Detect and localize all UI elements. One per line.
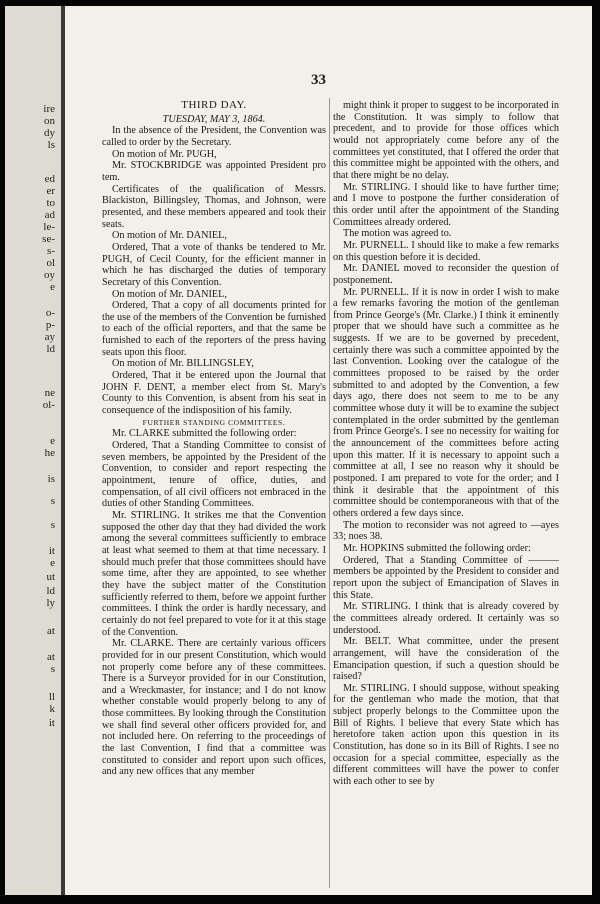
previous-page-fragment: ire [43, 103, 55, 115]
left-column-paragraph: Mr. CLARKE. There are certainly various officers provided for in our present Constitution, which would not properly come before any of these committees. There is a Surveyor provided for in our Constitution, and a Wreckmaster, for instance; and I do not know whether constable would properly belong to any of those committees. By looking through the Constitution we shall find several other officers provided for, and not included here. On referring to the proceedings of the last Convention, I find that a committee was constituted to consider and report upon such offices, and any new offices that any member [102, 638, 326, 778]
page-number: 33 [311, 72, 326, 88]
previous-page-fragment: ld [46, 585, 55, 597]
previous-page-fragment: ls [47, 139, 55, 151]
left-column-paragraph: On motion of Mr. PUGH, [112, 148, 217, 160]
previous-page-fragment: s [50, 495, 55, 507]
previous-page-fragment: ol [46, 257, 55, 269]
previous-page-fragment: oy [44, 269, 55, 281]
previous-page-fragment: p- [45, 319, 55, 331]
left-column-paragraph: Ordered, That a Standing Committee to consist of seven members, be appointed by the President of the Convention, to consider and report respecting the appointment, tenure of office, duties, and compensation, of all civil officers not embraced in the duties of other Standing Committees. [102, 440, 326, 510]
right-column-paragraph: might think it proper to suggest to be incorporated in the Constitution. It was simply to follow that precedent, and to provide for those offices which would not appropriately come before any of the committees yet constituted, that I offered the order that this committee might be appointed with the others, and that there might be no delay. [333, 100, 559, 181]
previous-page-fragment: e [50, 557, 55, 569]
right-column-paragraph: Mr. STIRLING. I should suppose, without speaking for the gentleman who made the motion, that that subject properly belongs to the Committee upon the Bill of Rights. I believe that every State which has heretofore taken action upon this question in its Constitution, has done so in its Bill of Rights. I see no occasion for a special committee, especially as the different committees will have the power to confer with each other to see by [333, 682, 559, 788]
previous-page-fragment: ay [44, 331, 55, 343]
left-column-paragraph: FURTHER STANDING COMMITTEES. [142, 417, 286, 427]
right-column-paragraph: Mr. STIRLING. I think that is already covered by the committees already ordered. It certainly was so understood. [333, 601, 559, 636]
previous-page-fragment: ad [44, 209, 55, 221]
right-column-paragraph: Ordered, That a Standing Committee of ——— members be appointed by the President to consider and report upon the subject of Emancipation of Slaves in this State. [333, 554, 559, 601]
previous-page-fragment: se- [42, 233, 55, 245]
right-column-paragraph: Mr. BELT. What committee, under the present arrangement, will have the consideration of the Emancipation question, if such a question should be raised? [333, 636, 559, 683]
previous-page-fragment: it [48, 717, 55, 729]
previous-page-fragment: ne [44, 387, 55, 399]
previous-page-fragment: ut [46, 571, 55, 583]
previous-page-fragment: le- [43, 221, 55, 233]
left-column-paragraph: Certificates of the qualification of Messrs. Blackiston, Billingsley, Thomas, and Johnson, were presented, and these members appeared and took their seats. [102, 183, 326, 230]
left-column-paragraph: Ordered, That it be entered upon the Journal that JOHN F. DENT, a member elect from St. Mary's County to this Convention, is absent from his seat in consequence of the indisposition of his family. [102, 370, 326, 417]
left-column-paragraph: On motion of Mr. BILLINGSLEY, [112, 358, 254, 370]
previous-page-fragment: at [47, 625, 55, 637]
previous-page-fragment: he [44, 447, 55, 459]
right-column [333, 100, 559, 788]
scan-border-right [592, 0, 600, 904]
right-column-paragraph: Mr. STIRLING. I should like to have further time; and I move to postpone the further consideration of this order until after the appointment of the Standing Committees already ordered. [333, 181, 559, 228]
left-column-paragraph: Mr. STIRLING. It strikes me that the Convention supposed the other day that they had divided the work among the several committees sufficiently to embrace at least what seemed to them at that time necessary. I should much prefer that those committees should have some time, after they are appointed, to see whether they have the subject matter of the Constitution sufficiently referred to them, before we appoint further committees. I think the order is hardly necessary, and certainly do not feel prepared to vote for it at this stage of the Convention. [102, 509, 326, 638]
right-column-paragraph: The motion to reconsider was not agreed to —ayes 33; noes 38. [333, 519, 559, 543]
previous-page-fragment: e [50, 281, 55, 293]
previous-page-fragment: at [47, 651, 55, 663]
left-column-paragraph: THIRD DAY. [181, 99, 247, 111]
previous-page-fragment: k [49, 703, 55, 715]
left-column [102, 100, 326, 778]
previous-page-fragment: er [46, 185, 55, 197]
left-column-paragraph: Mr. STOCKBRIDGE was appointed President pro tem. [102, 160, 326, 183]
previous-page-fragment: dy [44, 127, 55, 139]
column-divider [329, 98, 330, 888]
previous-page-fragment: ld [46, 343, 55, 355]
scan-border-bottom [0, 895, 600, 904]
previous-page-fragment: to [46, 197, 55, 209]
previous-page-fragment: s [50, 519, 55, 531]
left-column-paragraph: On motion of Mr. DANIEL, [112, 230, 227, 242]
left-column-paragraph: Ordered, That a copy of all documents printed for the use of the members of the Convention be furnished to each of the official reporters, and that the same be furnished to each of the reporters of the press having seats upon this floor. [102, 300, 326, 358]
previous-page-fragment: s- [47, 245, 55, 257]
previous-page-fragment: ll [48, 691, 55, 703]
left-column-paragraph: On motion of Mr. DANIEL, [112, 288, 227, 300]
previous-page-fragment: it [48, 545, 55, 557]
previous-page-fragment: is [47, 473, 55, 485]
right-column-paragraph: Mr. PURNELL. I should like to make a few remarks on this question before it is decided. [333, 239, 559, 263]
left-column-paragraph: In the absence of the President, the Convention was called to order by the Secretary. [102, 125, 326, 148]
right-column-paragraph: Mr. PURNELL. If it is now in order I wish to make a few remarks favoring the motion of the gentleman from Prince George's (Mr. Clarke.) I think it eminently proper that we should have such a committee as he suggests. If we are to be governed by precedent, certainly there was such a committee appointed by the last Convention. Looking over the catalogue of the committees proposed to be raised by the order submitted to and adopted by the Convention, a few days ago, there does not seem to me to be any committee whose duty it will be to examine the subject contemplated in the order submitted by the gentleman from Prince George's. I see no necessity for waiting for the announcement of the committees before acting upon this matter. If it is necessary to appoint such a committee at all, I see no reason why it should be postponed. I am prepared to vote for the order; and I think it desirable that the appointment of this committee should be contemporaneous with that of the others ordered a few days since. [333, 286, 559, 519]
right-column-paragraph: Mr. DANIEL moved to reconsider the question of postponement. [333, 263, 559, 286]
previous-page-fragment: ly [46, 597, 55, 609]
left-column-paragraph: Ordered, That a vote of thanks be tendered to Mr. PUGH, of Cecil County, for the efficient manner in which he has discharged the duties of temporary Secretary of this Convention. [102, 241, 326, 288]
previous-page-fragment: o- [45, 307, 55, 319]
right-column-paragraph: The motion was agreed to. [343, 228, 452, 240]
previous-page-fragment: s [50, 663, 55, 675]
previous-page-fragment: ed [44, 173, 55, 185]
right-column-paragraph: Mr. HOPKINS submitted the following order: [343, 542, 531, 554]
left-column-paragraph: Mr. CLARKE submitted the following order: [112, 428, 297, 440]
previous-page-fragment: e [50, 435, 55, 447]
previous-page-fragment: ol- [42, 399, 55, 411]
previous-page-edge [5, 6, 61, 895]
previous-page-fragment: on [44, 115, 55, 127]
left-column-paragraph: TUESDAY, MAY 3, 1864. [162, 113, 266, 125]
